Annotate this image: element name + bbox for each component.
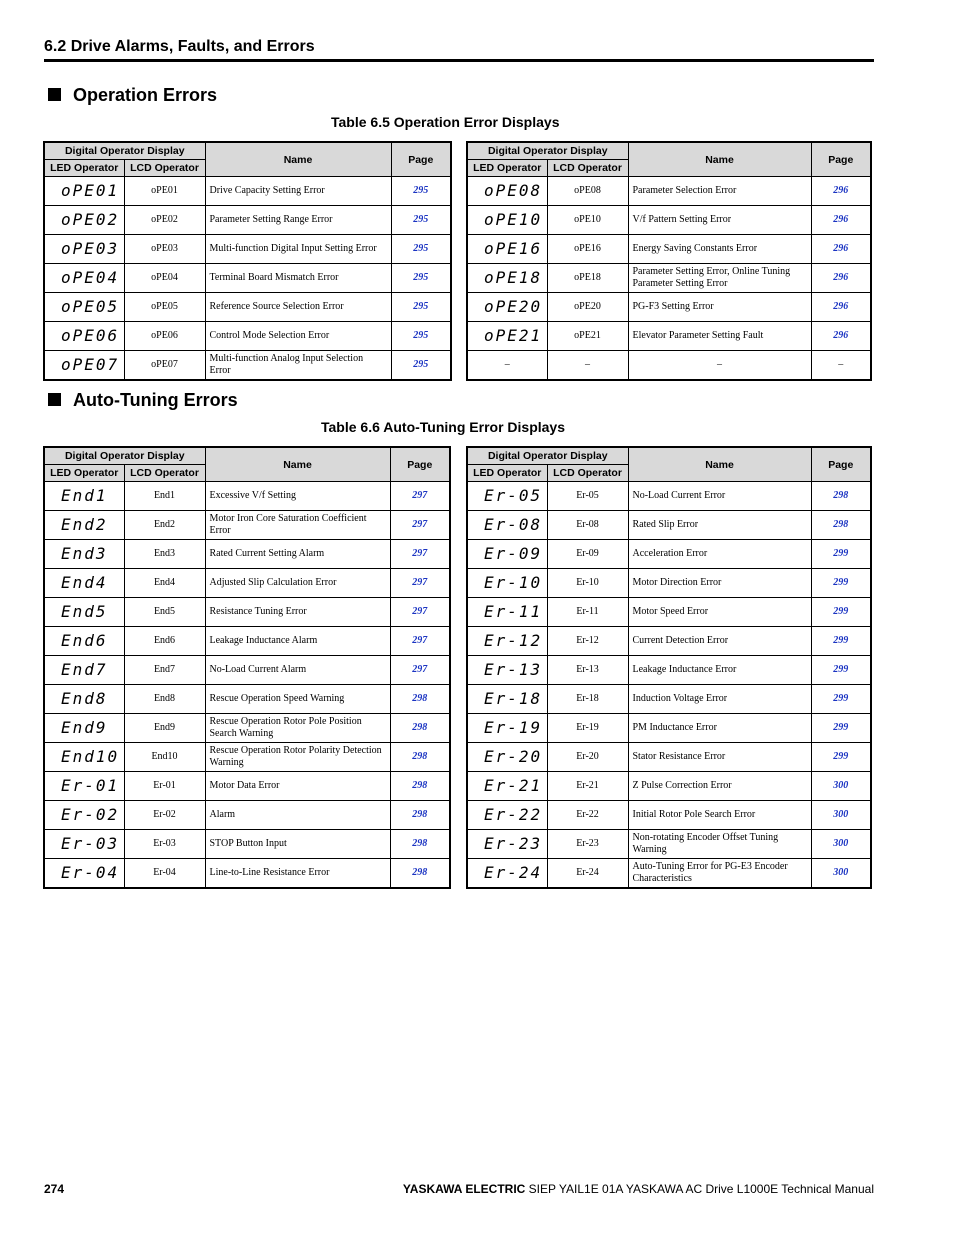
lcd-code: oPE07 [124,351,205,380]
page-link[interactable]: 296 [811,235,871,264]
error-name: Drive Capacity Setting Error [205,177,391,206]
error-name: Line-to-Line Resistance Error [205,859,390,888]
lcd-code: End5 [124,598,205,627]
led-display: Er-03 [44,830,124,859]
page-link[interactable]: 298 [390,859,450,888]
led-display: Er-04 [44,859,124,888]
table-row [44,482,450,511]
lcd-code: oPE10 [547,206,628,235]
error-name: Motor Data Error [205,772,390,801]
table-row [467,627,871,656]
table-row [44,540,450,569]
lcd-code: oPE01 [124,177,205,206]
error-name: No-Load Current Error [628,482,811,511]
table-6-5-caption: Table 6.5 Operation Error Displays [331,114,560,130]
lcd-code: oPE21 [547,322,628,351]
page-column-header: Page [391,142,451,177]
led-display: Er-19 [467,714,547,743]
led-display: oPE10 [467,206,547,235]
error-name: Stator Resistance Error [628,743,811,772]
digital-operator-display-header: Digital Operator Display [467,142,628,160]
lcd-code: Er-10 [547,569,628,598]
error-name: Resistance Tuning Error [205,598,390,627]
led-display: Er-22 [467,801,547,830]
lcd-code: End7 [124,656,205,685]
led-display: Er-18 [467,685,547,714]
page-link[interactable]: 297 [390,598,450,627]
led-display: Er-20 [467,743,547,772]
table-row [44,830,450,859]
table-6-6-caption: Table 6.6 Auto-Tuning Error Displays [321,419,565,435]
name-column-header: Name [205,142,391,177]
error-name: Reference Source Selection Error [205,293,391,322]
error-name: Motor Iron Core Saturation Coefficient Error [205,511,390,540]
page-link[interactable]: 299 [811,656,871,685]
table-row [44,859,450,888]
led-display: Er-11 [467,598,547,627]
error-name: Acceleration Error [628,540,811,569]
led-display: Er-24 [467,859,547,888]
table-row [467,264,871,293]
error-name: – [628,351,811,380]
table-row [467,685,871,714]
table-row [467,351,871,380]
error-name: Motor Direction Error [628,569,811,598]
table-row [44,656,450,685]
lcd-code: oPE04 [124,264,205,293]
page-link[interactable]: 295 [391,264,451,293]
auto-tuning-errors-table-left [43,446,451,889]
page-link[interactable]: 300 [811,859,871,888]
page-link[interactable]: 295 [391,235,451,264]
led-display: oPE04 [44,264,124,293]
page-ref: – [811,351,871,380]
led-display: End8 [44,685,124,714]
digital-operator-display-header: Digital Operator Display [467,447,628,465]
page-link[interactable]: 297 [390,482,450,511]
lcd-code: End2 [124,511,205,540]
operation-errors-heading [48,85,217,106]
led-display: oPE18 [467,264,547,293]
error-name: Z Pulse Correction Error [628,772,811,801]
page-link[interactable]: 298 [390,801,450,830]
error-name: PG-F3 Setting Error [628,293,811,322]
page-link[interactable]: 297 [390,656,450,685]
lcd-code: oPE20 [547,293,628,322]
table-row [467,206,871,235]
led-display: End2 [44,511,124,540]
table-row [467,235,871,264]
operation-errors-title: Operation Errors [73,85,218,105]
led-display: oPE16 [467,235,547,264]
led-display: oPE01 [44,177,124,206]
error-name: No-Load Current Alarm [205,656,390,685]
error-name: Alarm [205,801,390,830]
lcd-code: End8 [124,685,205,714]
lcd-code: oPE16 [547,235,628,264]
led-operator-header: LED Operator [44,160,124,177]
led-display: End6 [44,627,124,656]
footer-manual: SIEP YAIL1E 01A YASKAWA AC Drive L1000E Technical Manual [525,1182,874,1196]
lcd-code: Er-12 [547,627,628,656]
lcd-code: oPE06 [124,322,205,351]
page-link[interactable]: 299 [811,540,871,569]
page-link[interactable]: 298 [390,772,450,801]
page-column-header: Page [811,447,871,482]
lcd-operator-header: LCD Operator [547,465,628,482]
page-link[interactable]: 295 [391,351,451,380]
led-display: Er-13 [467,656,547,685]
led-display: End4 [44,569,124,598]
error-name: Auto-Tuning Error for PG-E3 Encoder Characteristics [628,859,811,888]
auto-tuning-errors-title: Auto-Tuning Errors [73,390,238,410]
page-link[interactable]: 298 [390,743,450,772]
table-row [467,540,871,569]
page-column-header: Page [390,447,450,482]
table-row [44,801,450,830]
digital-operator-display-header: Digital Operator Display [44,142,205,160]
led-display: oPE07 [44,351,124,380]
table-row [467,772,871,801]
lcd-code: End10 [124,743,205,772]
footer-brand: YASKAWA ELECTRIC [402,1182,526,1196]
error-name: Energy Saving Constants Error [628,235,811,264]
square-bullet-icon [48,393,61,406]
table-row [44,206,451,235]
lcd-code: Er-23 [547,830,628,859]
lcd-code: Er-20 [547,743,628,772]
led-display: – [467,351,547,380]
error-name: Parameter Selection Error [628,177,811,206]
lcd-code: Er-18 [547,685,628,714]
page-link[interactable]: 295 [391,322,451,351]
page-link[interactable]: 297 [390,540,450,569]
square-bullet-icon [48,88,61,101]
led-display: End1 [44,482,124,511]
led-display: Er-23 [467,830,547,859]
lcd-operator-header: LCD Operator [124,465,205,482]
page-link[interactable]: 297 [390,627,450,656]
lcd-code: End4 [124,569,205,598]
table-row [44,264,451,293]
led-display: End5 [44,598,124,627]
error-name: Elevator Parameter Setting Fault [628,322,811,351]
table-row [44,293,451,322]
lcd-code: oPE18 [547,264,628,293]
page-link[interactable]: 299 [811,569,871,598]
page-link[interactable]: 300 [811,772,871,801]
section-header: 6.2 Drive Alarms, Faults, and Errors [44,38,874,62]
led-display: End3 [44,540,124,569]
table-row [44,177,451,206]
table-row [467,830,871,859]
led-display: Er-01 [44,772,124,801]
error-name: Rescue Operation Rotor Polarity Detection Warning [205,743,390,772]
page-link[interactable]: 296 [811,322,871,351]
page-link[interactable]: 295 [391,206,451,235]
table-row [44,714,450,743]
page-link[interactable]: 296 [811,264,871,293]
name-column-header: Name [628,447,811,482]
auto-tuning-errors-heading [48,390,238,411]
table-row [467,293,871,322]
led-display: End9 [44,714,124,743]
lcd-code: oPE08 [547,177,628,206]
error-name: Leakage Inductance Error [628,656,811,685]
footer-manual-title [403,1182,874,1196]
led-display: Er-05 [467,482,547,511]
table-row [467,656,871,685]
table-row [44,627,450,656]
page-link[interactable]: 295 [391,177,451,206]
table-row [44,743,450,772]
led-display: oPE05 [44,293,124,322]
error-name: Induction Voltage Error [628,685,811,714]
table-row [467,569,871,598]
led-display: Er-21 [467,772,547,801]
table-row [44,598,450,627]
page-column-header: Page [811,142,871,177]
page-link[interactable]: 296 [811,177,871,206]
lcd-code: Er-01 [124,772,205,801]
error-name: STOP Button Input [205,830,390,859]
lcd-code: – [547,351,628,380]
error-name: Rescue Operation Rotor Pole Position Search Warning [205,714,390,743]
lcd-code: End9 [124,714,205,743]
table-row [467,482,871,511]
lcd-code: End3 [124,540,205,569]
table-row [467,511,871,540]
page-link[interactable]: 298 [390,714,450,743]
table-row [44,322,451,351]
lcd-code: Er-19 [547,714,628,743]
table-row [44,351,451,380]
page-link[interactable]: 298 [811,482,871,511]
page-link[interactable]: 300 [811,801,871,830]
table-row [467,743,871,772]
table-row [467,322,871,351]
lcd-code: oPE03 [124,235,205,264]
error-name: Initial Rotor Pole Search Error [628,801,811,830]
auto-tuning-errors-table-right [466,446,872,889]
lcd-code: Er-11 [547,598,628,627]
lcd-code: Er-24 [547,859,628,888]
lcd-code: Er-08 [547,511,628,540]
page-link[interactable]: 299 [811,598,871,627]
led-display: oPE20 [467,293,547,322]
led-operator-header: LED Operator [467,465,547,482]
page-link[interactable]: 300 [811,830,871,859]
lcd-code: End1 [124,482,205,511]
lcd-operator-header: LCD Operator [547,160,628,177]
error-name: Multi-function Analog Input Selection Error [205,351,391,380]
lcd-operator-header: LCD Operator [124,160,205,177]
led-operator-header: LED Operator [467,160,547,177]
table-row [467,801,871,830]
table-row [44,569,450,598]
table-row [467,714,871,743]
error-name: V/f Pattern Setting Error [628,206,811,235]
error-name: Rescue Operation Speed Warning [205,685,390,714]
page-link[interactable]: 296 [811,293,871,322]
led-display: Er-10 [467,569,547,598]
table-row [44,511,450,540]
error-name: Rated Current Setting Alarm [205,540,390,569]
error-name: Rated Slip Error [628,511,811,540]
page-link[interactable]: 299 [811,714,871,743]
led-display: oPE02 [44,206,124,235]
led-display: End7 [44,656,124,685]
lcd-code: Er-09 [547,540,628,569]
led-display: Er-02 [44,801,124,830]
led-display: Er-09 [467,540,547,569]
error-name: PM Inductance Error [628,714,811,743]
error-name: Control Mode Selection Error [205,322,391,351]
page-link[interactable]: 298 [390,685,450,714]
table-row [467,598,871,627]
lcd-code: Er-22 [547,801,628,830]
page-link[interactable]: 299 [811,685,871,714]
lcd-code: Er-05 [547,482,628,511]
table-row [44,235,451,264]
page-link[interactable]: 299 [811,743,871,772]
table-row [44,685,450,714]
table-row [467,859,871,888]
lcd-code: Er-13 [547,656,628,685]
led-display: oPE03 [44,235,124,264]
page-number: 274 [44,1182,65,1196]
error-name: Terminal Board Mismatch Error [205,264,391,293]
error-name: Excessive V/f Setting [205,482,390,511]
lcd-code: End6 [124,627,205,656]
led-display: Er-12 [467,627,547,656]
table-row [44,772,450,801]
led-operator-header: LED Operator [44,465,124,482]
name-column-header: Name [205,447,390,482]
error-name: Current Detection Error [628,627,811,656]
lcd-code: Er-02 [124,801,205,830]
led-display: oPE21 [467,322,547,351]
page-link[interactable]: 297 [390,569,450,598]
error-name: Multi-function Digital Input Setting Error [205,235,391,264]
lcd-code: oPE05 [124,293,205,322]
page-link[interactable]: 298 [811,511,871,540]
page-link[interactable]: 297 [390,511,450,540]
error-name: Motor Speed Error [628,598,811,627]
table-row [467,177,871,206]
led-display: oPE08 [467,177,547,206]
lcd-code: Er-04 [124,859,205,888]
name-column-header: Name [628,142,811,177]
led-display: Er-08 [467,511,547,540]
error-name: Leakage Inductance Alarm [205,627,390,656]
error-name: Adjusted Slip Calculation Error [205,569,390,598]
lcd-code: Er-03 [124,830,205,859]
error-name: Parameter Setting Error, Online Tuning Parameter Setting Error [628,264,811,293]
lcd-code: Er-21 [547,772,628,801]
led-display: oPE06 [44,322,124,351]
digital-operator-display-header: Digital Operator Display [44,447,205,465]
led-display: End10 [44,743,124,772]
page-link[interactable]: 295 [391,293,451,322]
page-link[interactable]: 299 [811,627,871,656]
page-link[interactable]: 298 [390,830,450,859]
error-name: Non-rotating Encoder Offset Tuning Warning [628,830,811,859]
error-name: Parameter Setting Range Error [205,206,391,235]
page-link[interactable]: 296 [811,206,871,235]
lcd-code: oPE02 [124,206,205,235]
operation-errors-table-right [466,141,872,381]
operation-errors-table-left [43,141,452,381]
